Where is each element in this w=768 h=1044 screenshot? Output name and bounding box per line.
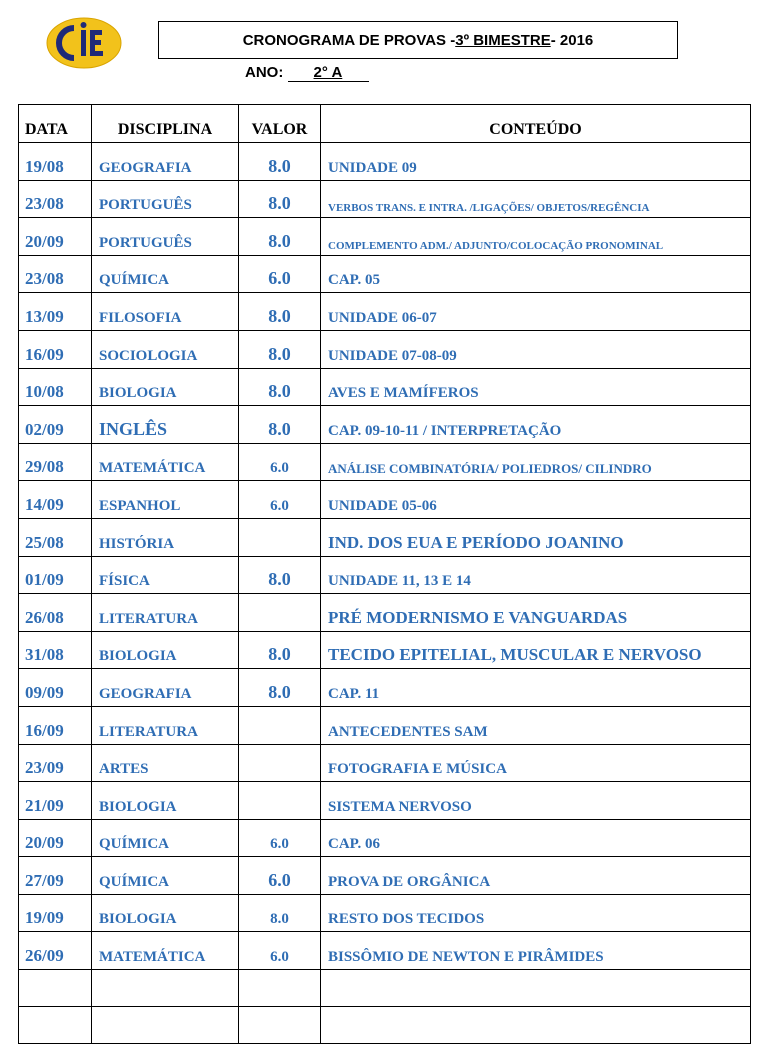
table-row <box>19 932 751 970</box>
ano-value: 2° A <box>313 64 343 81</box>
cell-discipline: QUÍMICA <box>92 857 239 895</box>
cell-discipline: PORTUGUÊS <box>92 180 239 218</box>
table-row <box>19 406 751 444</box>
cell-content: ANÁLISE COMBINATÓRIA/ POLIEDROS/ CILINDRO <box>321 443 751 481</box>
cell-discipline: QUÍMICA <box>92 255 239 293</box>
cell-date: 27/09 <box>19 857 92 895</box>
cell-value: 8.0 <box>239 556 321 594</box>
cell-value: 6.0 <box>239 932 321 970</box>
cell-empty <box>19 1007 92 1044</box>
table-row <box>19 330 751 368</box>
cell-content: CAP. 06 <box>321 819 751 857</box>
table-row <box>19 143 751 181</box>
ano-label: ANO: <box>245 64 284 81</box>
cell-date: 23/09 <box>19 744 92 782</box>
table-row <box>19 819 751 857</box>
cell-value: 8.0 <box>239 330 321 368</box>
cell-date: 14/09 <box>19 481 92 519</box>
cell-discipline: SOCIOLOGIA <box>92 330 239 368</box>
cell-value <box>239 594 321 632</box>
cell-discipline: FILOSOFIA <box>92 293 239 331</box>
class-year-line <box>245 64 369 82</box>
table-row <box>19 706 751 744</box>
cell-value: 8.0 <box>239 406 321 444</box>
cell-date: 26/09 <box>19 932 92 970</box>
cell-content: RESTO DOS TECIDOS <box>321 894 751 932</box>
cell-empty <box>321 970 751 1007</box>
cell-discipline: ESPANHOL <box>92 481 239 519</box>
table-row <box>19 293 751 331</box>
cell-discipline: FÍSICA <box>92 556 239 594</box>
cell-date: 10/08 <box>19 368 92 406</box>
cell-date: 09/09 <box>19 669 92 707</box>
cell-value <box>239 706 321 744</box>
table-row <box>19 368 751 406</box>
cell-discipline: PORTUGUÊS <box>92 218 239 256</box>
table-header-row <box>19 105 751 143</box>
cell-content: CAP. 09-10-11 / INTERPRETAÇÃO <box>321 406 751 444</box>
cell-value: 6.0 <box>239 857 321 895</box>
table-row <box>19 894 751 932</box>
cell-date: 19/08 <box>19 143 92 181</box>
cell-date: 20/09 <box>19 819 92 857</box>
cell-empty <box>239 1007 321 1044</box>
cell-date: 29/08 <box>19 443 92 481</box>
cell-content: UNIDADE 05-06 <box>321 481 751 519</box>
cell-empty <box>239 970 321 1007</box>
cell-empty <box>92 970 239 1007</box>
cell-value: 8.0 <box>239 669 321 707</box>
cell-date: 23/08 <box>19 180 92 218</box>
cell-date: 01/09 <box>19 556 92 594</box>
cell-date: 25/08 <box>19 518 92 556</box>
table-row <box>19 857 751 895</box>
cell-value: 8.0 <box>239 368 321 406</box>
table-row <box>19 218 751 256</box>
ano-blank <box>288 64 370 82</box>
table-row <box>19 556 751 594</box>
cell-date: 16/09 <box>19 330 92 368</box>
table-row <box>19 594 751 632</box>
cell-value: 6.0 <box>239 255 321 293</box>
cell-date: 26/08 <box>19 594 92 632</box>
cell-discipline: GEOGRAFIA <box>92 669 239 707</box>
cell-date: 23/08 <box>19 255 92 293</box>
cell-discipline: BIOLOGIA <box>92 894 239 932</box>
table-row <box>19 631 751 669</box>
cell-date: 19/09 <box>19 894 92 932</box>
column-header-data: DATA <box>19 105 92 143</box>
school-logo <box>46 17 124 69</box>
cell-content: UNIDADE 06-07 <box>321 293 751 331</box>
cell-value: 8.0 <box>239 180 321 218</box>
cell-value: 8.0 <box>239 631 321 669</box>
cell-content: ANTECEDENTES SAM <box>321 706 751 744</box>
cell-value: 6.0 <box>239 443 321 481</box>
cell-discipline: HISTÓRIA <box>92 518 239 556</box>
cell-content: CAP. 11 <box>321 669 751 707</box>
document-title <box>158 21 678 59</box>
cell-value: 8.0 <box>239 218 321 256</box>
cell-date: 21/09 <box>19 782 92 820</box>
cell-discipline: MATEMÁTICA <box>92 443 239 481</box>
cell-discipline: INGLÊS <box>92 406 239 444</box>
cell-discipline: ARTES <box>92 744 239 782</box>
cell-content: UNIDADE 09 <box>321 143 751 181</box>
cell-discipline: BIOLOGIA <box>92 368 239 406</box>
cell-discipline: LITERATURA <box>92 594 239 632</box>
cell-content: UNIDADE 11, 13 E 14 <box>321 556 751 594</box>
cell-content: IND. DOS EUA E PERÍODO JOANINO <box>321 518 751 556</box>
table-row <box>19 443 751 481</box>
cell-empty <box>321 1007 751 1044</box>
column-header-conteudo: CONTEÚDO <box>321 105 751 143</box>
cell-discipline: LITERATURA <box>92 706 239 744</box>
cell-content: FOTOGRAFIA E MÚSICA <box>321 744 751 782</box>
cell-content: PROVA DE ORGÂNICA <box>321 857 751 895</box>
cell-date: 13/09 <box>19 293 92 331</box>
cell-value: 8.0 <box>239 143 321 181</box>
cell-content: COMPLEMENTO ADM./ ADJUNTO/COLOCAÇÃO PRONOMINAL <box>321 218 751 256</box>
cell-value: 8.0 <box>239 293 321 331</box>
table-row <box>19 518 751 556</box>
exam-schedule-table <box>18 104 751 1044</box>
table-row <box>19 782 751 820</box>
cell-content: VERBOS TRANS. E INTRA. /LIGAÇÕES/ OBJETOS/REGÊNCIA <box>321 180 751 218</box>
table-row <box>19 180 751 218</box>
cell-discipline: GEOGRAFIA <box>92 143 239 181</box>
title-suffix: - 2016 <box>550 31 594 49</box>
cell-value: 8.0 <box>239 894 321 932</box>
cell-date: 02/09 <box>19 406 92 444</box>
table-row <box>19 481 751 519</box>
cell-discipline: BIOLOGIA <box>92 631 239 669</box>
title-prefix: CRONOGRAMA DE PROVAS - <box>242 31 456 49</box>
cell-empty <box>92 1007 239 1044</box>
cell-content: PRÉ MODERNISMO E VANGUARDAS <box>321 594 751 632</box>
cell-content: BISSÔMIO DE NEWTON E PIRÂMIDES <box>321 932 751 970</box>
title-bimester: 3º BIMESTRE <box>455 31 551 49</box>
column-header-valor: VALOR <box>239 105 321 143</box>
cell-content: CAP. 05 <box>321 255 751 293</box>
cell-content: AVES E MAMÍFEROS <box>321 368 751 406</box>
cell-content: UNIDADE 07-08-09 <box>321 330 751 368</box>
cell-value: 6.0 <box>239 819 321 857</box>
table-row <box>19 669 751 707</box>
cell-discipline: BIOLOGIA <box>92 782 239 820</box>
cell-date: 16/09 <box>19 706 92 744</box>
cell-discipline: MATEMÁTICA <box>92 932 239 970</box>
cell-discipline: QUÍMICA <box>92 819 239 857</box>
table-row-empty <box>19 970 751 1007</box>
column-header-disciplina: DISCIPLINA <box>92 105 239 143</box>
table-row <box>19 744 751 782</box>
table-row <box>19 255 751 293</box>
cell-value <box>239 782 321 820</box>
cell-value <box>239 518 321 556</box>
cell-value <box>239 744 321 782</box>
cell-empty <box>19 970 92 1007</box>
cell-date: 20/09 <box>19 218 92 256</box>
cell-date: 31/08 <box>19 631 92 669</box>
table-row-empty <box>19 1007 751 1044</box>
cell-value: 6.0 <box>239 481 321 519</box>
cell-content: SISTEMA NERVOSO <box>321 782 751 820</box>
cell-content: TECIDO EPITELIAL, MUSCULAR E NERVOSO <box>321 631 751 669</box>
